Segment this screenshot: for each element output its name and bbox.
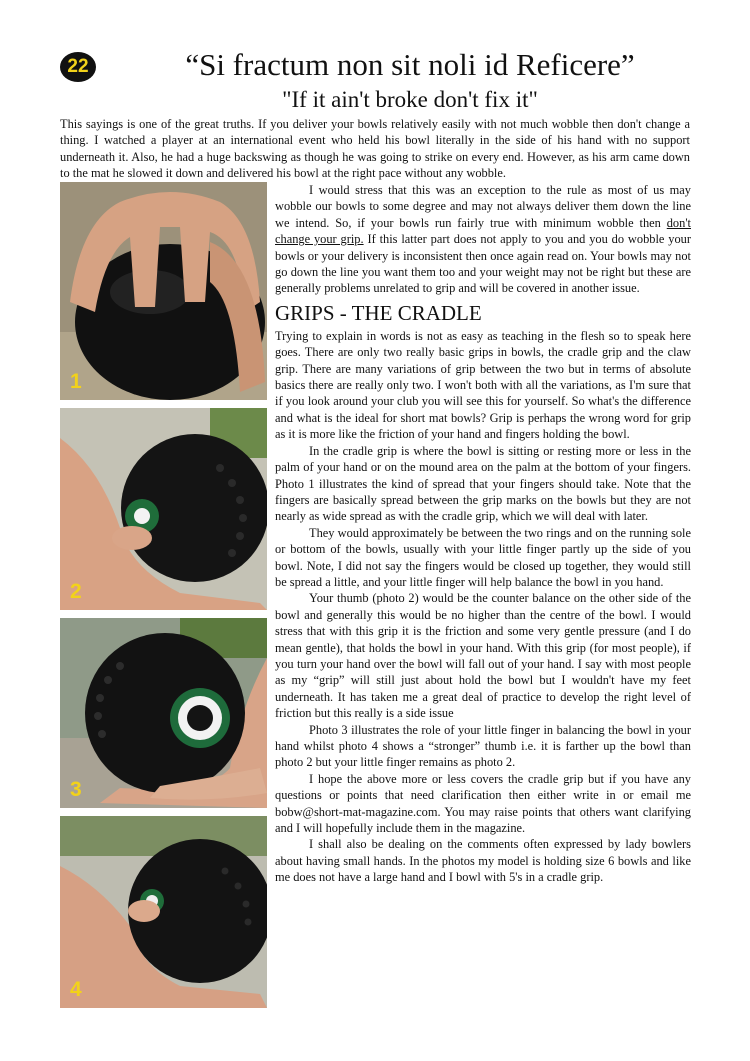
paragraph-7: I hope the above more or less covers the cradle grip but if you have any questions or points that need clarification then either write in or email me bobw@short-mat-magazine.com. You may raise points that others want clarifying and I will hopefully include them in the magazine. bbox=[275, 771, 691, 836]
paragraph-8: I shall also be dealing on the comments often expressed by lady bowlers about having small hands. In the photos my model is holding size 6 bowls and like me does not have a large hand and I bowl with 5's in a cradle grip. bbox=[275, 837, 691, 885]
photo-1-label: 1 bbox=[70, 370, 82, 393]
photo-1-image bbox=[60, 182, 267, 400]
main-column bbox=[275, 182, 691, 886]
photo-3-label: 3 bbox=[70, 778, 82, 801]
paragraph-1 bbox=[275, 182, 691, 297]
section-heading: GRIPS - THE CRADLE bbox=[275, 300, 482, 325]
paragraph-1-text-b: If this latter part does not apply to you and you do wobble your bowls or your delivery is inconsistent then once again read on. Your bowls may not go down the line you want them too and your weight may not be right but these are generally problems unrelated to grip and will be covered in another issue. bbox=[275, 232, 691, 296]
paragraph-1-text-a: I would stress that this was an exception to the rule as most of us may wobble our bowls to some degree and may not always deliver them down the line we intend. So, if your bowls run fairly true with minimum wobble then bbox=[275, 183, 691, 230]
photo-4 bbox=[60, 816, 267, 1008]
photo-2-image bbox=[60, 408, 267, 610]
photo-4-label: 4 bbox=[70, 978, 82, 1001]
paragraph-6: Photo 3 illustrates the role of your little finger in balancing the bowl in your hand whilst photo 4 shows a “stronger” thumb i.e. it is farther up the bowl than photo 2 but your little finger remains as photo 2. bbox=[275, 722, 691, 770]
paragraph-3: In the cradle grip is where the bowl is sitting or resting more or less in the palm of your hand or on the mound area on the palm at the bottom of your fingers. Photo 1 illustrates the kind of spread that your fingers should take. Note that the fingers are basically spread between the grip marks on the bowls but they are not nearly as wide spread as with the cradle grip, which we will deal with later. bbox=[275, 443, 691, 524]
paragraph-2: Trying to explain in words is not as easy as teaching in the flesh so to speak here goes. There are only two really basic grips in bowls, the cradle grip and the claw grip. There are many variations of grip between the two but in terms of absolute basics there are really only two. I won't both with all the variations, as I'm sure that if you look around your club you will see this for yourself. So what's the difference and what is the ideal for short mat bowls? Grip is perhaps the wrong word for grip as it is more like the friction of your hand and fingers holding the bowl. bbox=[275, 328, 691, 442]
page-title: “Si fractum non sit noli id Reficere” bbox=[185, 47, 635, 82]
page-subtitle: "If it ain't broke don't fix it" bbox=[282, 87, 538, 112]
photo-1 bbox=[60, 182, 267, 400]
paragraph-1-underlined: don't change your grip. bbox=[275, 215, 691, 247]
photo-3-image bbox=[60, 618, 267, 808]
paragraph-4: They would approximately be between the two rings and on the running sole or bottom of the bowls, usually with your little finger partly up the side of you bowl. Note, I did not say the fingers would be closed up together, they would still be spread a little, and your little finger will help balance the bowl in you hand. bbox=[275, 525, 691, 589]
photo-2 bbox=[60, 408, 267, 610]
photo-3 bbox=[60, 618, 267, 808]
photo-4-image bbox=[60, 816, 267, 1008]
paragraph-5: Your thumb (photo 2) would be the counter balance on the other side of the bowl and generally this would be no higher than the centre of the bowl. I would stress that with this grip it is the friction and some very gentle pressure (and I do mean gentle), that holds the bowl in your hand. With this grip (for most people), if you turn your hand over the bowl will fall out of your hand. I say with most people as my “grip” will still just about hold the bowl but I wouldn't have my feet underneath. It has taken me a great deal of practice to develop the right level of friction but this really is a side issue bbox=[275, 591, 691, 721]
page-number-badge: 22 bbox=[60, 52, 96, 82]
photo-2-label: 2 bbox=[70, 580, 82, 603]
intro-paragraph: This sayings is one of the great truths. If you deliver your bowls relatively easily with not much wobble then don't change a thing. I watched a player at an international event who held his bowl literally in the side of his hand with no support underneath it. Also, he had a huge backswing as though he was going to strike on every end. However, as his arm came down to the mat he slowed it down and delivered his bowl at the right pace without any wobble. bbox=[60, 117, 690, 181]
